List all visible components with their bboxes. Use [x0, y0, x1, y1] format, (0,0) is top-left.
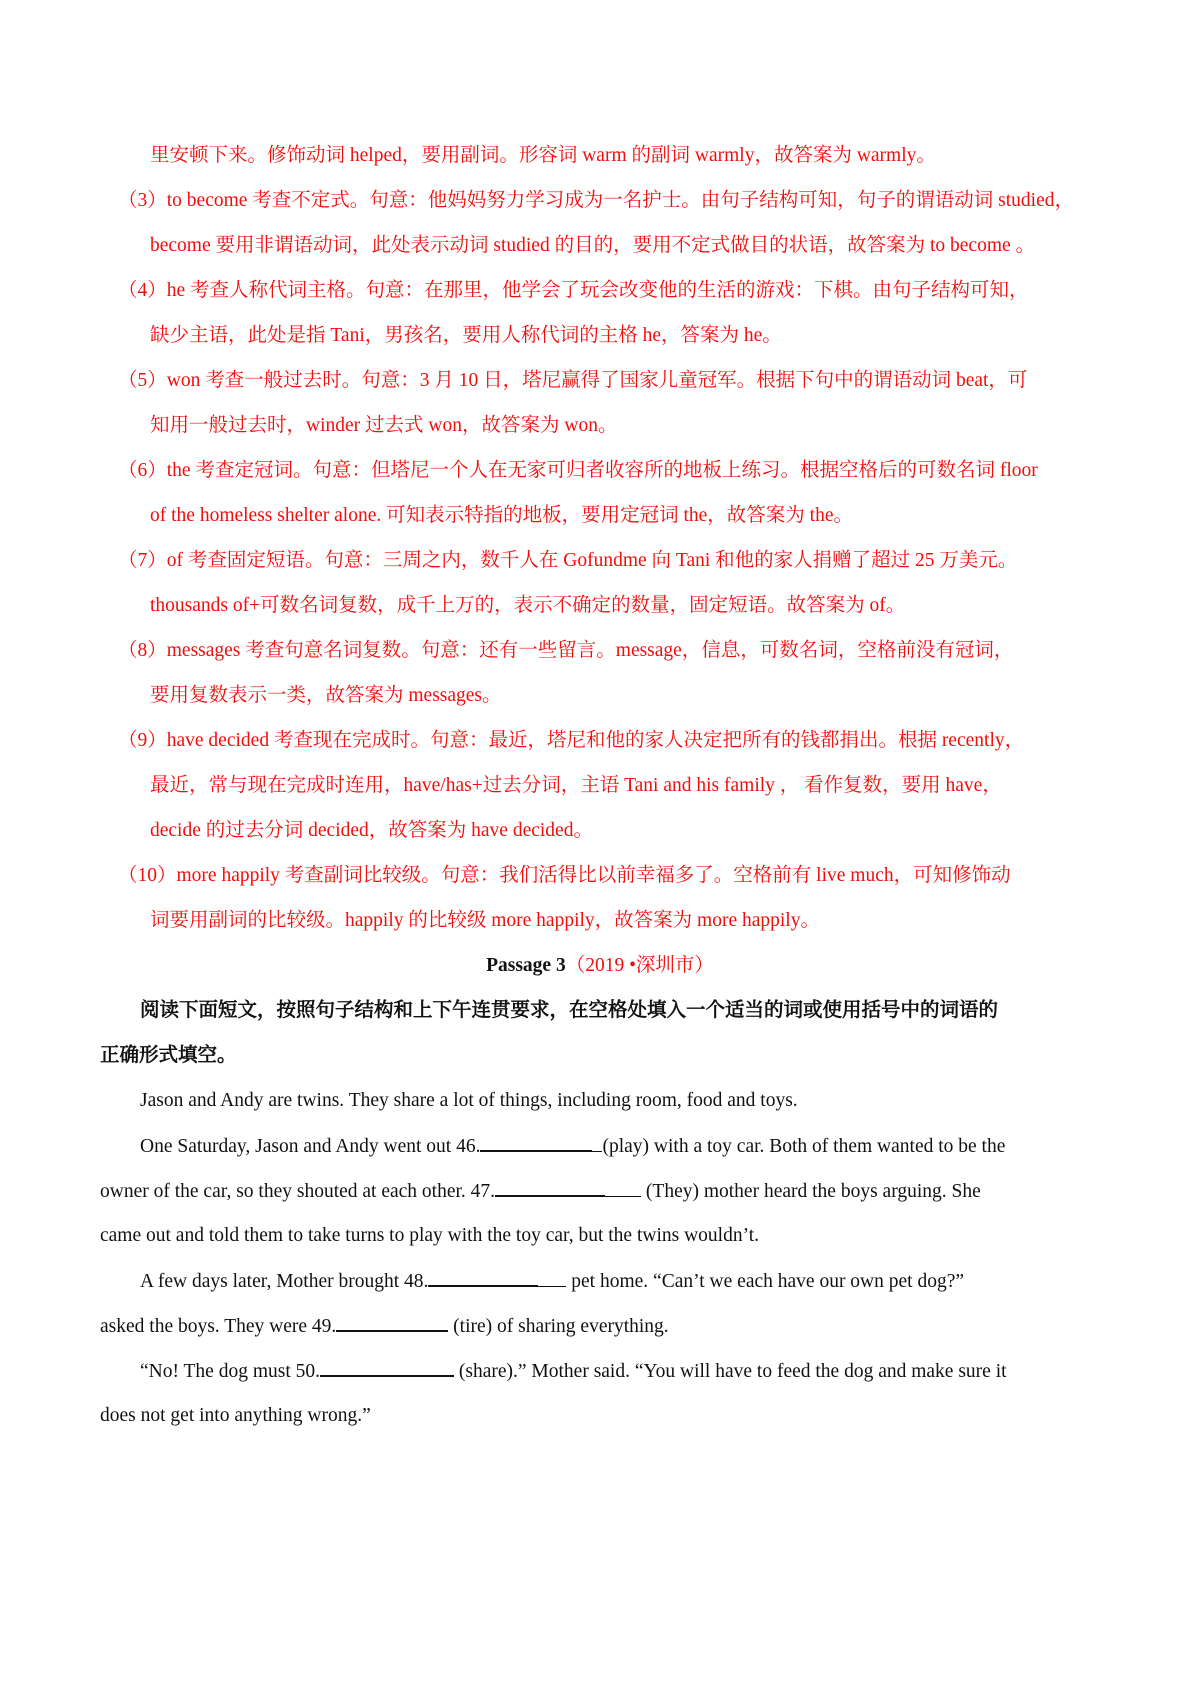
passage-line	[100, 1312, 669, 1341]
answer-line: 词要用副词的比较级。happily 的比较级 more happily，故答案为 more happily。	[150, 910, 820, 931]
blank-50[interactable]	[320, 1357, 454, 1377]
blank-48-tail	[538, 1268, 566, 1287]
passage-line	[100, 1177, 981, 1206]
answer-line: （5）won 考查一般过去时。句意：3 月 10 日，塔尼赢得了国家儿童冠军。根据下句中的谓语动词 beat，可	[118, 370, 1028, 391]
answer-line: thousands of+可数名词复数，成千上万的，表示不确定的数量，固定短语。故答案为 of。	[150, 595, 906, 616]
passage-text: owner of the car, so they shouted at each other. 47.	[100, 1181, 496, 1202]
passage-text: asked the boys. They were 49.	[100, 1316, 337, 1337]
answer-line: （3）to become 考查不定式。句意：他妈妈努力学习成为一名护士。由句子结构可知，句子的谓语动词 studied，	[118, 190, 1075, 211]
instruction-line: 正确形式填空。	[100, 1045, 237, 1066]
instruction-line: 阅读下面短文，按照句子结构和上下午连贯要求，在空格处填入一个适当的词或使用括号中的词语的	[140, 1000, 999, 1021]
passage-line: does not get into anything wrong.”	[100, 1405, 371, 1426]
answer-line: （9）have decided 考查现在完成时。句意：最近，塔尼和他的家人决定把所有的钱都捐出。根据 recently，	[118, 730, 1025, 751]
passage-title-bold: Passage 3	[486, 955, 566, 976]
blank-46[interactable]	[480, 1132, 592, 1152]
passage-line: came out and told them to take turns to play with the toy car, but the twins wouldn’t.	[100, 1225, 760, 1246]
blank-48[interactable]	[428, 1267, 538, 1287]
answer-line: （7）of 考查固定短语。句意：三周之内，数千人在 Gofundme 向 Tani 和他的家人捐赠了超过 25 万美元。	[118, 550, 1018, 571]
passage-line	[140, 1267, 964, 1296]
passage-paragraph: Jason and Andy are twins. They share a lot of things, including room, food and toys.	[140, 1090, 798, 1111]
passage-title-source: （2019 •深圳市）	[565, 955, 714, 976]
answer-line: 里安顿下来。修饰动词 helped，要用副词。形容词 warm 的副词 warmly，故答案为 warmly。	[150, 145, 936, 166]
passage-text: One Saturday, Jason and Andy went out 46.	[140, 1136, 481, 1157]
blank-46-tail	[592, 1133, 602, 1152]
answer-line: decide 的过去分词 decided，故答案为 have decided。	[150, 820, 593, 841]
answer-line: 最近，常与现在完成时连用，have/has+过去分词，主语 Tani and his family ， 看作复数，要用 have，	[150, 775, 1002, 796]
answer-line: （6）the 考查定冠词。句意：但塔尼一个人在无家可归者收容所的地板上练习。根据空格后的可数名词 floor	[118, 460, 1038, 481]
answer-line: （8）messages 考查句意名词复数。句意：还有一些留言。message，信息，可数名词，空格前没有冠词，	[118, 640, 1014, 661]
passage-text: (tire) of sharing everything.	[448, 1316, 669, 1337]
passage-text: A few days later, Mother brought 48.	[140, 1271, 429, 1292]
answer-line: 要用复数表示一类，故答案为 messages。	[150, 685, 502, 706]
passage-text: pet home. “Can’t we each have our own pet dog?”	[566, 1271, 965, 1292]
passage-text: (play) with a toy car. Both of them wanted to be the	[602, 1136, 1006, 1157]
blank-49[interactable]	[336, 1312, 448, 1332]
passage-text: “No! The dog must 50.	[140, 1361, 320, 1382]
passage-line	[140, 1357, 1007, 1386]
passage-line	[140, 1132, 1005, 1161]
answer-line: （10）more happily 考查副词比较级。句意：我们活得比以前幸福多了。空格前有 live much，可知修饰动	[118, 865, 1011, 886]
answer-line: （4）he 考查人称代词主格。句意：在那里，他学会了玩会改变他的生活的游戏：下棋。由句子结构可知，	[118, 280, 1029, 301]
passage-text: (They) mother heard the boys arguing. She	[641, 1181, 981, 1202]
answer-line: 知用一般过去时，winder 过去式 won，故答案为 won。	[150, 415, 618, 436]
answer-line: 缺少主语，此处是指 Tani，男孩名，要用人称代词的主格 he，答案为 he。	[150, 325, 782, 346]
answer-line: of the homeless shelter alone. 可知表示特指的地板，要用定冠词 the，故答案为 the。	[150, 505, 853, 526]
blank-47[interactable]	[495, 1177, 605, 1197]
answer-line: become 要用非谓语动词，此处表示动词 studied 的目的，要用不定式做目的状语，故答案为 to become 。	[150, 235, 1036, 256]
blank-47-tail	[605, 1178, 641, 1197]
passage-text: (share).” Mother said. “You will have to feed the dog and make sure it	[454, 1361, 1007, 1382]
passage-title	[0, 952, 1200, 980]
